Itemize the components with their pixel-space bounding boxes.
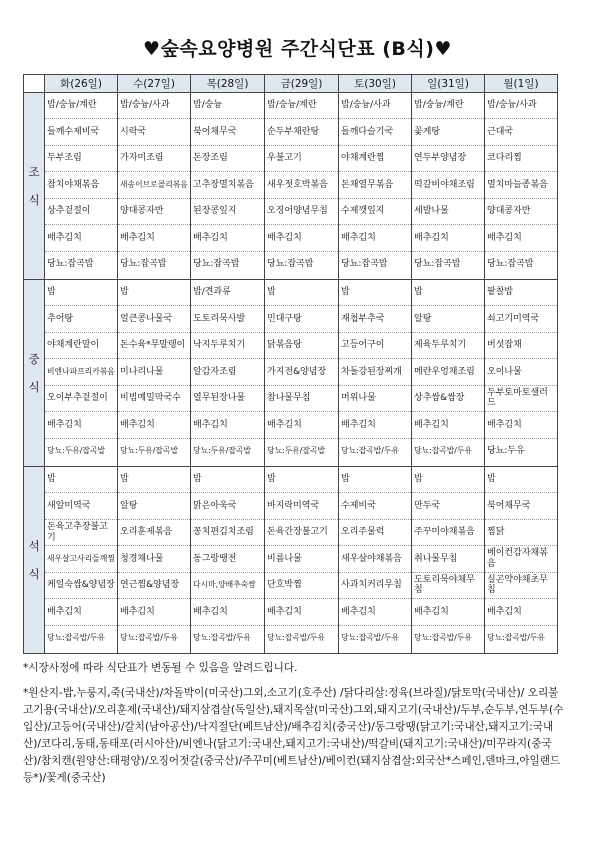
menu-item: 밥 xyxy=(118,280,190,306)
menu-item: 당뇨:잡곡밥/두유 xyxy=(120,633,178,643)
menu-item: 배추김치 xyxy=(45,599,117,625)
menu-item: 제육두루치기 xyxy=(412,333,484,359)
menu-item: 당뇨:잡곡밥 xyxy=(414,259,461,270)
day-header: 토(30일) xyxy=(339,75,412,93)
menu-item: 배추김치 xyxy=(485,225,557,251)
menu-item: 얼큰콩나물국 xyxy=(118,306,190,332)
breakfast-day-col xyxy=(339,93,412,280)
menu-item: 밥 xyxy=(45,467,117,493)
menu-item: 배추김치 xyxy=(45,412,117,438)
menu-item: 돈수육*무말랭이 xyxy=(118,333,190,359)
corner-cell xyxy=(24,75,45,93)
menu-item: 밥 xyxy=(265,467,338,493)
menu-item: 밥/숭늉 xyxy=(191,93,264,119)
menu-item: 당뇨:두유/잡곡밥 xyxy=(267,446,325,456)
menu-item: 비엔나파프리카볶음 xyxy=(45,359,117,385)
menu-item: 두부토마토샐러드 xyxy=(485,386,557,412)
menu-item: 배추김치 xyxy=(265,225,338,251)
menu-item: 북어채무국 xyxy=(485,493,557,519)
menu-item: 배추김치 xyxy=(485,599,557,625)
menu-item: 밥/숭늉/사과 xyxy=(118,93,190,119)
menu-item: 배추김치 xyxy=(412,412,484,438)
day-header: 금(29일) xyxy=(265,75,339,93)
menu-item: 밥 xyxy=(191,467,264,493)
menu-item: 오이부추겉절이 xyxy=(45,386,117,412)
menu-item: 만두국 xyxy=(412,493,484,519)
menu-item: 돈채열무볶음 xyxy=(339,172,411,198)
menu-item: 참치야채볶음 xyxy=(45,172,117,198)
menu-item: 당뇨:잡곡밥 xyxy=(120,259,167,270)
menu-item: 야채계란찜 xyxy=(339,146,411,172)
notes-section xyxy=(23,660,568,795)
menu-item: 알탕 xyxy=(412,306,484,332)
meal-label-lunch: 중 식 xyxy=(24,280,45,467)
menu-item: 동그랑땡전 xyxy=(191,546,264,572)
weekly-menu-table xyxy=(23,74,558,654)
menu-item: 들깨다슬기국 xyxy=(339,119,411,145)
menu-item: 케일숙쌈&양념장 xyxy=(45,573,117,599)
menu-item: 사과치커리무침 xyxy=(339,573,411,599)
breakfast-day-col xyxy=(191,93,265,280)
menu-item: 밥 xyxy=(339,467,411,493)
menu-item: 배추김치 xyxy=(339,412,411,438)
menu-item: 오리훈제볶음 xyxy=(118,520,190,546)
menu-item: 오리주물럭 xyxy=(339,520,411,546)
menu-item: 당뇨:잡곡밥 xyxy=(47,259,94,270)
menu-item: 당뇨:잡곡밥/두유 xyxy=(193,633,251,643)
menu-item: 돈육간장불고기 xyxy=(265,520,338,546)
menu-item: 두부조림 xyxy=(45,146,117,172)
menu-item: 수제깻잎지 xyxy=(339,199,411,225)
menu-item: 버섯잡채 xyxy=(485,333,557,359)
menu-item: 단호박찜 xyxy=(265,573,338,599)
menu-item: 청경채나물 xyxy=(118,546,190,572)
menu-item: 당뇨:두유/잡곡밥 xyxy=(47,446,105,456)
menu-item: 차돌강된장찌개 xyxy=(339,359,411,385)
menu-item: 당뇨:잡곡밥 xyxy=(341,259,388,270)
menu-item: 도토리묵야채무침 xyxy=(412,573,484,599)
menu-item: 추어탕 xyxy=(45,306,117,332)
meal-label-dinner: 석 식 xyxy=(24,467,45,654)
day-header: 월(1일) xyxy=(485,75,558,93)
page-title: ♥숲속요양병원 주간식단표 (B식)♥ xyxy=(143,38,452,60)
breakfast-day-col xyxy=(412,93,485,280)
menu-item: 당뇨:잡곡밥 xyxy=(193,259,240,270)
dinner-day-col xyxy=(412,467,485,654)
menu-item: 밥/숭늉/계란 xyxy=(265,93,338,119)
menu-item: 들깨수제비국 xyxy=(45,119,117,145)
menu-item: 당뇨:잡곡밥/두유 xyxy=(47,633,105,643)
menu-item: 배추김치 xyxy=(45,225,117,251)
menu-item: 된장콩잎지 xyxy=(191,199,264,225)
menu-item: 배추김치 xyxy=(339,599,411,625)
menu-item: 밥/숭늉/계란 xyxy=(412,93,484,119)
menu-item: 새송이브로콜리볶음 xyxy=(118,172,190,198)
lunch-day-col xyxy=(485,280,558,467)
menu-item: 연근찜&양념장 xyxy=(118,573,190,599)
dinner-day-col xyxy=(265,467,339,654)
menu-item: 실곤약야채초무침 xyxy=(485,573,557,599)
menu-item: 멸치마늘종볶음 xyxy=(485,172,557,198)
menu-item: 도토리묵사발 xyxy=(191,306,264,332)
breakfast-row xyxy=(24,93,558,280)
menu-item: 열무된장나물 xyxy=(191,386,264,412)
breakfast-day-col xyxy=(118,93,191,280)
menu-item: 새알미역국 xyxy=(45,493,117,519)
menu-item: 다시마,양배추숙쌈 xyxy=(191,573,264,599)
menu-item: 당뇨:잡곡밥/두유 xyxy=(487,633,545,643)
menu-item: 코다리찜 xyxy=(485,146,557,172)
day-header: 일(31일) xyxy=(412,75,485,93)
menu-item: 쇠고기미역국 xyxy=(485,306,557,332)
lunch-day-col xyxy=(191,280,265,467)
menu-item: 당뇨:잡곡밥 xyxy=(267,259,314,270)
breakfast-day-col xyxy=(45,93,118,280)
menu-item: 배추김치 xyxy=(265,412,338,438)
notice-text: *시장사정에 따라 식단표가 변동될 수 있음을 알려드립니다. xyxy=(23,662,298,674)
menu-item: 비빔메밀막국수 xyxy=(118,386,190,412)
menu-item: 고등어구이 xyxy=(339,333,411,359)
menu-item: 배추김치 xyxy=(485,412,557,438)
menu-item: 밥 xyxy=(412,280,484,306)
menu-item: 바지락미역국 xyxy=(265,493,338,519)
menu-item: 배추김치 xyxy=(412,599,484,625)
menu-item: 야채계란말이 xyxy=(45,333,117,359)
menu-item: 취나물무침 xyxy=(412,546,484,572)
menu-item: 시락국 xyxy=(118,119,190,145)
menu-item: 양대콩자반 xyxy=(485,199,557,225)
menu-item: 배추김치 xyxy=(191,225,264,251)
menu-item: 돈육고추장불고기 xyxy=(45,520,117,546)
menu-item: 밥 xyxy=(118,467,190,493)
menu-item: 밥/숭늉/사과 xyxy=(485,93,557,119)
menu-item: 우불고기 xyxy=(265,146,338,172)
menu-item: 가지전&양념장 xyxy=(265,359,338,385)
dinner-day-col xyxy=(45,467,118,654)
menu-item: 참나물무침 xyxy=(265,386,338,412)
lunch-day-col xyxy=(412,280,485,467)
menu-item: 새우살야채볶음 xyxy=(339,546,411,572)
menu-item: 미나리나물 xyxy=(118,359,190,385)
menu-item: 새우살고사리들깨찜 xyxy=(45,546,117,572)
dinner-day-col xyxy=(339,467,412,654)
menu-item: 고추장멸치볶음 xyxy=(191,172,264,198)
menu-item: 꽃게탕 xyxy=(412,119,484,145)
menu-item: 밥/숭늉/계란 xyxy=(45,93,117,119)
menu-item: 새우젓호박볶음 xyxy=(265,172,338,198)
menu-item: 돈장조림 xyxy=(191,146,264,172)
menu-item: 당뇨:잡곡밥/두유 xyxy=(414,633,472,643)
dinner-row xyxy=(24,467,558,654)
menu-item: 수제비국 xyxy=(339,493,411,519)
menu-item: 낙지두루치기 xyxy=(191,333,264,359)
menu-item: 주꾸미야채볶음 xyxy=(412,520,484,546)
menu-item: 배추김치 xyxy=(191,412,264,438)
menu-item: 오이나물 xyxy=(485,359,557,385)
lunch-row xyxy=(24,280,558,467)
menu-item: 꽁치편김치조림 xyxy=(191,520,264,546)
menu-item: 배추김치 xyxy=(118,599,190,625)
menu-item: 밥/숭늉/사과 xyxy=(339,93,411,119)
lunch-day-col xyxy=(45,280,118,467)
menu-item: 오징어양념무침 xyxy=(265,199,338,225)
menu-item: 밥 xyxy=(339,280,411,306)
dinner-day-col xyxy=(118,467,191,654)
breakfast-day-col xyxy=(265,93,339,280)
menu-item: 떡갈비야채조림 xyxy=(412,172,484,198)
menu-item: 배추김치 xyxy=(191,599,264,625)
menu-item: 당뇨:두유/잡곡밥 xyxy=(193,446,251,456)
menu-item: 재첩부추국 xyxy=(339,306,411,332)
day-header: 수(27일) xyxy=(118,75,191,93)
menu-item: 양대콩자반 xyxy=(118,199,190,225)
origin-text: *원산지-밥,누룽지,죽(국내산)/차돌박이(미국산)그외,소고기(호주산) /닭다리살:정육(브라질)/닭토막(국내산)/ 오리불고기용(국내산)/오리훈제(국내산)/돼지삼겹살(독일산),돼지목살(미국산)그외,돼지고기(국내산)/두부,순두부,연두부(수입산)/고등어(국내산)/갈치(남아공산)/낙지절단(베트남산)/배추김치(중국산)/동그랑땡(닭고기:국내산,돼지고기:국내산)/코다리,동태,동태포(러시아산)/비엔나(닭고기:국내산,돼지고기:국내산)/떡갈비(돼지고기:국내산)/미꾸라지(중국산)/참치캔(원양산:태평양)/오징어젓갈(중국산)/주꾸미(베트남산)/베이컨(돼지삼겹살:외국산*스페인,덴마크,아일랜드등*)/꽃게(중국산) xyxy=(23,687,564,784)
menu-item: 배추김치 xyxy=(118,412,190,438)
menu-item: 알탕 xyxy=(118,493,190,519)
day-header-row xyxy=(24,75,558,93)
menu-item: 당뇨:잡곡밥/두유 xyxy=(267,633,325,643)
menu-item: 순두부채란탕 xyxy=(265,119,338,145)
menu-item: 근대국 xyxy=(485,119,557,145)
menu-item: 밥 xyxy=(412,467,484,493)
lunch-day-col xyxy=(339,280,412,467)
menu-item: 북어채무국 xyxy=(191,119,264,145)
menu-item: 당뇨:잡곡밥/두유 xyxy=(414,446,472,456)
dinner-day-col xyxy=(485,467,558,654)
dinner-day-col xyxy=(191,467,265,654)
menu-item: 머위나물 xyxy=(339,386,411,412)
menu-item: 연두부양념장 xyxy=(412,146,484,172)
menu-item: 상추겉절이 xyxy=(45,199,117,225)
menu-item: 찜닭 xyxy=(485,520,557,546)
menu-item: 배추김치 xyxy=(412,225,484,251)
menu-item: 가자미조림 xyxy=(118,146,190,172)
breakfast-day-col xyxy=(485,93,558,280)
menu-item: 밥/견과류 xyxy=(191,280,264,306)
menu-item: 당뇨:두유/잡곡밥 xyxy=(120,446,178,456)
day-header: 화(26일) xyxy=(45,75,118,93)
menu-item: 민대구탕 xyxy=(265,306,338,332)
menu-item: 밥 xyxy=(45,280,117,306)
day-header: 목(28일) xyxy=(191,75,265,93)
lunch-day-col xyxy=(265,280,339,467)
menu-item: 배추김치 xyxy=(118,225,190,251)
menu-item: 비름나물 xyxy=(265,546,338,572)
menu-item: 당뇨:잡곡밥/두유 xyxy=(341,633,399,643)
menu-item: 배추김치 xyxy=(339,225,411,251)
menu-item: 배추김치 xyxy=(265,599,338,625)
menu-item: 당뇨:잡곡밥 xyxy=(487,259,534,270)
menu-item: 당뇨:두유 xyxy=(487,446,525,457)
menu-item: 팥찰밥 xyxy=(485,280,557,306)
menu-item: 당뇨:잡곡밥/두유 xyxy=(341,446,399,456)
menu-item: 베이컨감자채볶음 xyxy=(485,546,557,572)
menu-item: 닭볶음탕 xyxy=(265,333,338,359)
lunch-day-col xyxy=(118,280,191,467)
menu-item: 밥 xyxy=(265,280,338,306)
menu-item: 세발나물 xyxy=(412,199,484,225)
menu-item: 상추쌈&쌈장 xyxy=(412,386,484,412)
menu-item: 메란우엉채조림 xyxy=(412,359,484,385)
menu-item: 밥 xyxy=(485,467,557,493)
meal-label-breakfast: 조 식 xyxy=(24,93,45,280)
menu-item: 알감자조림 xyxy=(191,359,264,385)
menu-item: 맑은아욱국 xyxy=(191,493,264,519)
